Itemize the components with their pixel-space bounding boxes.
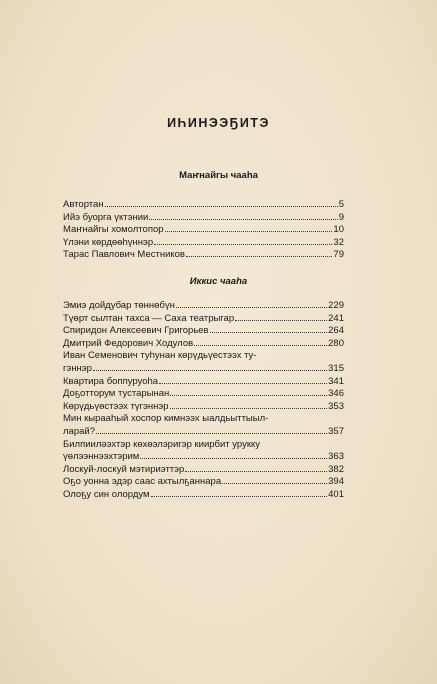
- toc-entry: [63, 376, 344, 389]
- toc-entry: [63, 451, 344, 464]
- toc-entry-page: 346: [328, 388, 344, 400]
- toc-entry-title: Эмиэ дойдубар төннөбүн: [63, 300, 175, 311]
- part1-heading: Маҥнайгы чааһа: [179, 170, 258, 181]
- toc-entry-title: Маҥнайгы хомолтопор: [63, 224, 164, 236]
- toc-entry: [63, 237, 344, 250]
- toc-entry-page: 280: [328, 337, 344, 349]
- toc-entry-title: Олоҕу син олордум: [63, 488, 150, 500]
- dot-leader: [194, 345, 327, 346]
- toc-entry-title: Спиридон Алексеевич Григорьев: [63, 325, 209, 337]
- dot-leader: [176, 307, 327, 308]
- toc-entry: [63, 426, 344, 439]
- toc-entry-page: 9: [338, 211, 344, 223]
- dot-leader: [165, 231, 333, 232]
- dot-leader: [170, 408, 328, 409]
- toc-entry-title: ларай?: [63, 425, 95, 437]
- toc-entry-line: Билпииләэхтэр көхөэлэригэр киирбит урукку: [63, 438, 261, 450]
- toc-entry: [63, 338, 344, 351]
- part2-toc: [63, 300, 344, 502]
- dot-leader: [149, 219, 337, 220]
- toc-entry-title: Тарас Павлович Местников: [63, 249, 185, 261]
- toc-entry-title: Дмитрий Федорович Ходулов: [63, 337, 194, 349]
- dot-leader: [93, 370, 327, 371]
- toc-entry-page: 382: [328, 463, 344, 475]
- toc-entry-title: Автортан: [63, 199, 104, 210]
- toc-entry: [63, 313, 344, 326]
- page-title: ИҺИНЭЭҔИТЭ: [167, 116, 270, 130]
- dot-leader: [210, 332, 328, 333]
- toc-entry-page: 315: [328, 362, 344, 374]
- toc-entry-line: Иван Семенович туһунан көрүдьүестээх ту-: [63, 350, 257, 362]
- dot-leader: [170, 395, 327, 396]
- toc-entry-title: Оҕо уонна эдэр саас ахтылҕаннара: [63, 476, 222, 488]
- toc-entry-title: Түөрт сылтан тахса — Саха театрыгар: [63, 312, 235, 324]
- toc-entry: [63, 489, 344, 502]
- dot-leader: [159, 383, 327, 384]
- dot-leader: [96, 433, 327, 434]
- toc-entry-title: Доҕотторум тустарынан: [63, 388, 170, 400]
- toc-entry: [63, 300, 344, 313]
- toc-entry-page: 341: [328, 375, 344, 387]
- toc-entry-page: 363: [328, 451, 344, 463]
- toc-entry: [63, 224, 344, 237]
- dot-leader: [151, 496, 328, 497]
- toc-entry: [63, 363, 344, 376]
- toc-entry-title: гэннэр: [63, 362, 92, 374]
- toc-entry: [63, 249, 344, 262]
- toc-entry: [63, 476, 344, 489]
- dot-leader: [235, 320, 327, 321]
- toc-entry-title: Үлэни көрдөөһүннэр: [63, 236, 154, 248]
- toc-entry-title: Лоскуй-лоскуй мэтириэттэр: [63, 463, 185, 475]
- dot-leader: [222, 483, 327, 484]
- toc-entry-title: үөлээннээхтэрим: [63, 451, 140, 463]
- toc-entry: [63, 212, 344, 225]
- toc-entry-page: 394: [328, 476, 344, 488]
- toc-entry-page: 32: [333, 236, 344, 248]
- dot-leader: [186, 256, 332, 257]
- toc-entry-title: Квартира боппуруоһа: [63, 375, 159, 387]
- toc-entry: [63, 199, 344, 212]
- toc-entry: [63, 325, 344, 338]
- dot-leader: [185, 471, 327, 472]
- part1-toc: [63, 199, 344, 262]
- dot-leader: [105, 206, 338, 207]
- toc-entry-page: 241: [328, 312, 344, 324]
- toc-entry-page: 10: [333, 224, 344, 236]
- toc-entry-title: Көрүдьүөстээх түгэннэр: [63, 400, 169, 412]
- toc-entry-page: 229: [328, 300, 344, 311]
- toc-entry-page: 401: [328, 488, 344, 500]
- part2-heading: Иккис чааһа: [189, 276, 248, 287]
- dot-leader: [140, 458, 327, 459]
- toc-entry-page: 5: [338, 199, 344, 210]
- dot-leader: [154, 244, 332, 245]
- toc-entry-line: Мин кырааһый хоспор кимнээх ыалдьыттыыл-: [63, 413, 269, 425]
- toc-entry-page: 353: [328, 400, 344, 412]
- toc-entry-page: 79: [333, 249, 344, 261]
- toc-entry-page: 357: [328, 425, 344, 437]
- toc-entry: [63, 464, 344, 477]
- toc-entry-title: Ийэ буорга үктэнии: [63, 211, 149, 223]
- toc-entry: [63, 401, 344, 414]
- toc-entry-page: 264: [328, 325, 344, 337]
- toc-entry: [63, 388, 344, 401]
